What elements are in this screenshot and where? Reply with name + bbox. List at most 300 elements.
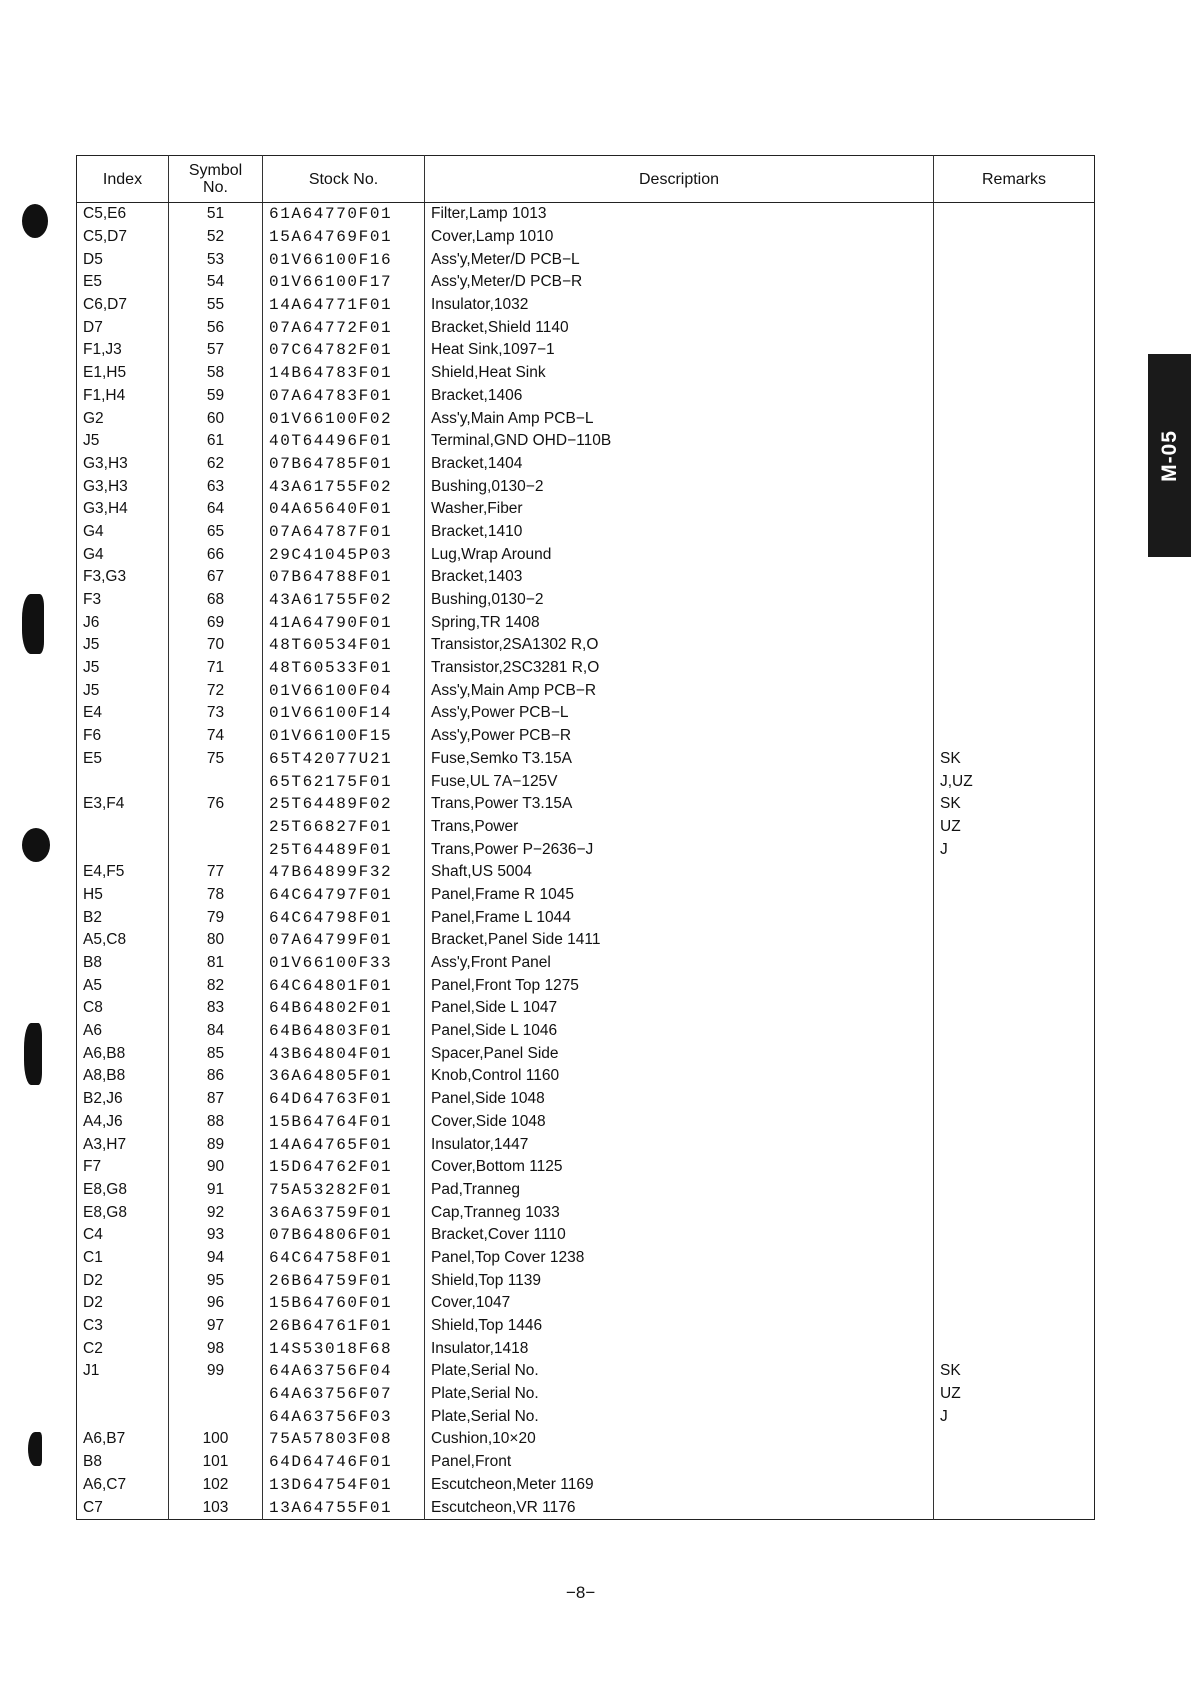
cell-description: Spacer,Panel Side (425, 1042, 934, 1065)
table-header-row (77, 156, 1095, 203)
header-index: Index (77, 156, 169, 203)
cell-remarks (934, 521, 1095, 544)
cell-index: E1,H5 (77, 362, 169, 385)
table-row (77, 498, 1095, 521)
cell-description: Bracket,Cover 1110 (425, 1224, 934, 1247)
table-row (77, 1247, 1095, 1270)
cell-remarks (934, 974, 1095, 997)
table-row (77, 952, 1095, 975)
cell-stock: 64B64803F01 (263, 1020, 425, 1043)
table-row (77, 521, 1095, 544)
header-symbol-line2: No. (203, 179, 228, 196)
cell-remarks: J (940, 840, 948, 858)
cell-stock: 25T64489F01 (263, 838, 425, 861)
table-row (77, 1383, 1095, 1406)
cell-description: Bracket,1403 (425, 566, 934, 589)
cell-description: Plate,Serial No. (425, 1383, 934, 1406)
cell-symbol: 103 (169, 1496, 263, 1519)
cell-remarks (934, 1201, 1095, 1224)
cell-remarks (934, 248, 1095, 271)
cell-symbol: 65 (169, 521, 263, 544)
table-row (77, 657, 1095, 680)
cell-remarks (934, 861, 1095, 884)
cell-remarks (934, 702, 1095, 725)
cell-symbol: 53 (169, 248, 263, 271)
cell-remarks (934, 339, 1095, 362)
table-row (77, 929, 1095, 952)
cell-symbol: 90 (169, 1156, 263, 1179)
table-row (77, 770, 1095, 793)
cell-description: Ass'y,Power PCB−L (425, 702, 934, 725)
cell-index: C4 (77, 1224, 169, 1247)
cell-description: Insulator,1032 (425, 294, 934, 317)
cell-description: Panel,Side L 1047 (425, 997, 934, 1020)
cell-index: J6 (77, 611, 169, 634)
cell-remarks (934, 1133, 1095, 1156)
cell-stock: 14S53018F68 (263, 1337, 425, 1360)
cell-stock: 43A61755F02 (263, 589, 425, 612)
cell-description: Escutcheon,VR 1176 (425, 1496, 934, 1519)
cell-symbol: 69 (169, 611, 263, 634)
cell-remarks: SK (940, 1362, 961, 1380)
cell-remarks (934, 294, 1095, 317)
cell-remarks (934, 884, 1095, 907)
cell-symbol: 95 (169, 1269, 263, 1292)
table-row (77, 407, 1095, 430)
cell-description: Cushion,10×20 (425, 1428, 934, 1451)
header-stock: Stock No. (263, 156, 425, 203)
cell-index: B8 (77, 1451, 169, 1474)
table-row (77, 906, 1095, 929)
cell-symbol: 97 (169, 1315, 263, 1338)
cell-stock: 07A64772F01 (263, 316, 425, 339)
cell-index: D5 (77, 248, 169, 271)
cell-description: Ass'y,Main Amp PCB−R (425, 679, 934, 702)
cell-remarks (934, 203, 1095, 226)
table-row (77, 1360, 1095, 1383)
cell-remarks (934, 1065, 1095, 1088)
table-row (77, 1065, 1095, 1088)
cell-description: Insulator,1418 (425, 1337, 934, 1360)
cell-symbol: 101 (169, 1451, 263, 1474)
cell-stock: 47B64899F32 (263, 861, 425, 884)
cell-remarks (934, 316, 1095, 339)
cell-remarks: J,UZ (940, 772, 973, 790)
table-row (77, 453, 1095, 476)
cell-description: Plate,Serial No. (425, 1405, 934, 1428)
cell-remarks (934, 271, 1095, 294)
table-row (77, 248, 1095, 271)
cell-stock: 36A63759F01 (263, 1201, 425, 1224)
cell-description: Ass'y,Power PCB−R (425, 725, 934, 748)
cell-symbol: 89 (169, 1133, 263, 1156)
cell-stock: 43A61755F02 (263, 475, 425, 498)
cell-description: Cap,Tranneg 1033 (425, 1201, 934, 1224)
cell-index: G4 (77, 543, 169, 566)
cell-symbol: 80 (169, 929, 263, 952)
cell-symbol: 62 (169, 453, 263, 476)
cell-description: Cover,Lamp 1010 (425, 226, 934, 249)
cell-stock: 01V66100F15 (263, 725, 425, 748)
cell-remarks: SK (940, 749, 961, 767)
table-row (77, 385, 1095, 408)
cell-description: Panel,Front Top 1275 (425, 974, 934, 997)
cell-stock: 07B64785F01 (263, 453, 425, 476)
cell-symbol: 82 (169, 974, 263, 997)
cell-remarks (934, 1179, 1095, 1202)
cell-description: Plate,Serial No. (425, 1360, 934, 1383)
table-row (77, 634, 1095, 657)
table-row (77, 793, 1095, 816)
cell-description: Ass'y,Main Amp PCB−L (425, 407, 934, 430)
table-row (77, 316, 1095, 339)
cell-index: G3,H3 (77, 453, 169, 476)
cell-symbol (169, 1383, 263, 1406)
cell-remarks (934, 498, 1095, 521)
cell-stock: 64A63756F03 (263, 1405, 425, 1428)
cell-description: Shield,Top 1446 (425, 1315, 934, 1338)
cell-index (77, 1383, 169, 1406)
table-row (77, 203, 1095, 226)
cell-symbol: 60 (169, 407, 263, 430)
cell-index: F1,J3 (77, 339, 169, 362)
cell-index: A4,J6 (77, 1111, 169, 1134)
cell-remarks (934, 1224, 1095, 1247)
cell-remarks (934, 1156, 1095, 1179)
cell-index: C8 (77, 997, 169, 1020)
cell-index: F3,G3 (77, 566, 169, 589)
cell-description: Fuse,UL 7A−125V (425, 770, 934, 793)
cell-stock: 14A64765F01 (263, 1133, 425, 1156)
cell-index: F6 (77, 725, 169, 748)
cell-symbol: 87 (169, 1088, 263, 1111)
cell-symbol (169, 816, 263, 839)
cell-stock: 07A64783F01 (263, 385, 425, 408)
cell-symbol: 86 (169, 1065, 263, 1088)
cell-index: G3,H3 (77, 475, 169, 498)
cell-index: E8,G8 (77, 1179, 169, 1202)
table-row (77, 748, 1095, 771)
cell-remarks (934, 362, 1095, 385)
cell-description: Cover,Bottom 1125 (425, 1156, 934, 1179)
cell-description: Cover,1047 (425, 1292, 934, 1315)
cell-remarks (934, 1315, 1095, 1338)
cell-symbol: 55 (169, 294, 263, 317)
table-row (77, 861, 1095, 884)
cell-remarks (934, 952, 1095, 975)
table-row (77, 1179, 1095, 1202)
cell-stock: 64D64746F01 (263, 1451, 425, 1474)
cell-symbol: 102 (169, 1474, 263, 1497)
cell-stock: 01V66100F02 (263, 407, 425, 430)
cell-symbol: 73 (169, 702, 263, 725)
cell-remarks (934, 1337, 1095, 1360)
cell-stock: 01V66100F14 (263, 702, 425, 725)
table-row (77, 1156, 1095, 1179)
cell-description: Escutcheon,Meter 1169 (425, 1474, 934, 1497)
cell-index: G4 (77, 521, 169, 544)
cell-index: B2,J6 (77, 1088, 169, 1111)
cell-symbol: 91 (169, 1179, 263, 1202)
table-row (77, 997, 1095, 1020)
cell-symbol: 61 (169, 430, 263, 453)
cell-symbol: 57 (169, 339, 263, 362)
cell-description: Transistor,2SC3281 R,O (425, 657, 934, 680)
cell-index: F3 (77, 589, 169, 612)
table-row (77, 1428, 1095, 1451)
cell-symbol: 71 (169, 657, 263, 680)
cell-stock: 41A64790F01 (263, 611, 425, 634)
cell-description: Lug,Wrap Around (425, 543, 934, 566)
cell-stock: 43B64804F01 (263, 1042, 425, 1065)
table-row (77, 725, 1095, 748)
table-row (77, 1451, 1095, 1474)
cell-symbol (169, 838, 263, 861)
cell-index: B2 (77, 906, 169, 929)
cell-symbol: 68 (169, 589, 263, 612)
cell-description: Bracket,Shield 1140 (425, 316, 934, 339)
punch-hole-2 (22, 594, 44, 654)
cell-index: C3 (77, 1315, 169, 1338)
cell-stock: 13D64754F01 (263, 1474, 425, 1497)
cell-remarks (934, 475, 1095, 498)
cell-remarks (934, 906, 1095, 929)
table-row (77, 271, 1095, 294)
cell-remarks (934, 611, 1095, 634)
table-row (77, 1088, 1095, 1111)
cell-description: Ass'y,Meter/D PCB−R (425, 271, 934, 294)
cell-stock: 15A64769F01 (263, 226, 425, 249)
cell-index (77, 816, 169, 839)
cell-symbol: 54 (169, 271, 263, 294)
cell-description: Bracket,1410 (425, 521, 934, 544)
cell-symbol: 93 (169, 1224, 263, 1247)
cell-symbol: 52 (169, 226, 263, 249)
header-remarks: Remarks (934, 156, 1095, 203)
cell-description: Filter,Lamp 1013 (425, 203, 934, 226)
cell-symbol: 67 (169, 566, 263, 589)
cell-symbol: 99 (169, 1360, 263, 1383)
table-row (77, 1474, 1095, 1497)
cell-index: H5 (77, 884, 169, 907)
cell-description: Panel,Side L 1046 (425, 1020, 934, 1043)
cell-stock: 48T60534F01 (263, 634, 425, 657)
cell-description: Bracket,Panel Side 1411 (425, 929, 934, 952)
cell-index: C5,D7 (77, 226, 169, 249)
cell-description: Shield,Heat Sink (425, 362, 934, 385)
cell-index: C6,D7 (77, 294, 169, 317)
cell-description: Panel,Side 1048 (425, 1088, 934, 1111)
cell-remarks (934, 1111, 1095, 1134)
cell-remarks (934, 1269, 1095, 1292)
cell-index: C7 (77, 1496, 169, 1519)
cell-index: C5,E6 (77, 203, 169, 226)
cell-remarks (934, 634, 1095, 657)
cell-stock: 07B64788F01 (263, 566, 425, 589)
header-description: Description (425, 156, 934, 203)
table-row (77, 566, 1095, 589)
header-symbol (169, 156, 263, 203)
cell-remarks: UZ (940, 817, 961, 835)
cell-symbol: 58 (169, 362, 263, 385)
cell-index: F7 (77, 1156, 169, 1179)
cell-stock: 75A53282F01 (263, 1179, 425, 1202)
cell-description: Trans,Power P−2636−J (425, 838, 934, 861)
table-row (77, 339, 1095, 362)
cell-description: Terminal,GND OHD−110B (425, 430, 934, 453)
table-row (77, 974, 1095, 997)
cell-stock: 64A63756F04 (263, 1360, 425, 1383)
table-row (77, 816, 1095, 839)
punch-hole-3 (22, 828, 50, 862)
cell-index: D7 (77, 316, 169, 339)
section-tab (1148, 354, 1191, 557)
cell-stock: 01V66100F33 (263, 952, 425, 975)
cell-stock: 07B64806F01 (263, 1224, 425, 1247)
cell-stock: 64C64801F01 (263, 974, 425, 997)
cell-description: Cover,Side 1048 (425, 1111, 934, 1134)
cell-stock: 14A64771F01 (263, 294, 425, 317)
cell-stock: 65T62175F01 (263, 770, 425, 793)
table-row (77, 679, 1095, 702)
table-row (77, 475, 1095, 498)
cell-remarks (934, 430, 1095, 453)
cell-stock: 15B64760F01 (263, 1292, 425, 1315)
cell-remarks (934, 1451, 1095, 1474)
cell-symbol: 94 (169, 1247, 263, 1270)
cell-symbol: 81 (169, 952, 263, 975)
cell-remarks (934, 997, 1095, 1020)
cell-index: G3,H4 (77, 498, 169, 521)
cell-stock: 40T64496F01 (263, 430, 425, 453)
cell-description: Trans,Power (425, 816, 934, 839)
cell-index: A5,C8 (77, 929, 169, 952)
cell-index: D2 (77, 1269, 169, 1292)
table-row (77, 1201, 1095, 1224)
cell-stock: 01V66100F17 (263, 271, 425, 294)
cell-symbol: 51 (169, 203, 263, 226)
table-row (77, 362, 1095, 385)
table-row (77, 1042, 1095, 1065)
header-symbol-line1: Symbol (188, 162, 243, 179)
cell-remarks (934, 1042, 1095, 1065)
cell-remarks (934, 385, 1095, 408)
cell-description: Panel,Top Cover 1238 (425, 1247, 934, 1270)
cell-description: Ass'y,Front Panel (425, 952, 934, 975)
cell-symbol (169, 1405, 263, 1428)
cell-remarks (934, 1474, 1095, 1497)
cell-description: Shaft,US 5004 (425, 861, 934, 884)
cell-stock: 15D64762F01 (263, 1156, 425, 1179)
table-row (77, 1111, 1095, 1134)
cell-symbol: 77 (169, 861, 263, 884)
cell-index: C1 (77, 1247, 169, 1270)
cell-stock: 15B64764F01 (263, 1111, 425, 1134)
cell-index: A6,B7 (77, 1428, 169, 1451)
table-row (77, 1292, 1095, 1315)
cell-description: Panel,Front (425, 1451, 934, 1474)
cell-index: E8,G8 (77, 1201, 169, 1224)
cell-index: G2 (77, 407, 169, 430)
cell-symbol: 70 (169, 634, 263, 657)
cell-stock: 07A64799F01 (263, 929, 425, 952)
cell-description: Spring,TR 1408 (425, 611, 934, 634)
punch-hole-4 (24, 1023, 42, 1085)
cell-index (77, 1405, 169, 1428)
table-row (77, 1405, 1095, 1428)
cell-remarks (934, 453, 1095, 476)
cell-index: A6,B8 (77, 1042, 169, 1065)
table-row (77, 838, 1095, 861)
cell-stock: 64D64763F01 (263, 1088, 425, 1111)
cell-index: D2 (77, 1292, 169, 1315)
cell-stock: 48T60533F01 (263, 657, 425, 680)
cell-remarks: SK (940, 795, 961, 813)
cell-index: J1 (77, 1360, 169, 1383)
cell-remarks: J (940, 1407, 948, 1425)
cell-symbol: 88 (169, 1111, 263, 1134)
table-row (77, 1337, 1095, 1360)
cell-index: E4,F5 (77, 861, 169, 884)
table-row (77, 589, 1095, 612)
cell-stock: 26B64759F01 (263, 1269, 425, 1292)
cell-remarks (934, 1247, 1095, 1270)
cell-symbol: 96 (169, 1292, 263, 1315)
cell-index: J5 (77, 657, 169, 680)
table-row (77, 611, 1095, 634)
cell-description: Fuse,Semko T3.15A (425, 748, 934, 771)
cell-stock: 36A64805F01 (263, 1065, 425, 1088)
punch-hole-1 (22, 204, 48, 238)
cell-stock: 01V66100F04 (263, 679, 425, 702)
cell-symbol: 76 (169, 793, 263, 816)
cell-index: B8 (77, 952, 169, 975)
cell-index: A3,H7 (77, 1133, 169, 1156)
cell-stock: 64B64802F01 (263, 997, 425, 1020)
cell-index: F1,H4 (77, 385, 169, 408)
cell-stock: 75A57803F08 (263, 1428, 425, 1451)
cell-remarks (934, 657, 1095, 680)
table-row (77, 226, 1095, 249)
cell-stock: 29C41045P03 (263, 543, 425, 566)
cell-remarks (934, 589, 1095, 612)
cell-stock: 64C64758F01 (263, 1247, 425, 1270)
cell-remarks (934, 407, 1095, 430)
cell-index (77, 838, 169, 861)
table-row (77, 884, 1095, 907)
cell-description: Bushing,0130−2 (425, 589, 934, 612)
cell-description: Panel,Frame L 1044 (425, 906, 934, 929)
table-row (77, 1496, 1095, 1519)
cell-symbol: 83 (169, 997, 263, 1020)
cell-stock: 65T42077U21 (263, 748, 425, 771)
cell-symbol: 79 (169, 906, 263, 929)
cell-index: C2 (77, 1337, 169, 1360)
table-row (77, 543, 1095, 566)
cell-description: Knob,Control 1160 (425, 1065, 934, 1088)
cell-stock: 14B64783F01 (263, 362, 425, 385)
cell-description: Pad,Tranneg (425, 1179, 934, 1202)
cell-description: Shield,Top 1139 (425, 1269, 934, 1292)
cell-stock: 64C64797F01 (263, 884, 425, 907)
cell-stock: 07C64782F01 (263, 339, 425, 362)
cell-index: J5 (77, 430, 169, 453)
cell-stock: 61A64770F01 (263, 203, 425, 226)
cell-remarks (934, 1088, 1095, 1111)
cell-symbol: 66 (169, 543, 263, 566)
parts-list-table (76, 155, 1095, 1520)
cell-stock: 13A64755F01 (263, 1496, 425, 1519)
